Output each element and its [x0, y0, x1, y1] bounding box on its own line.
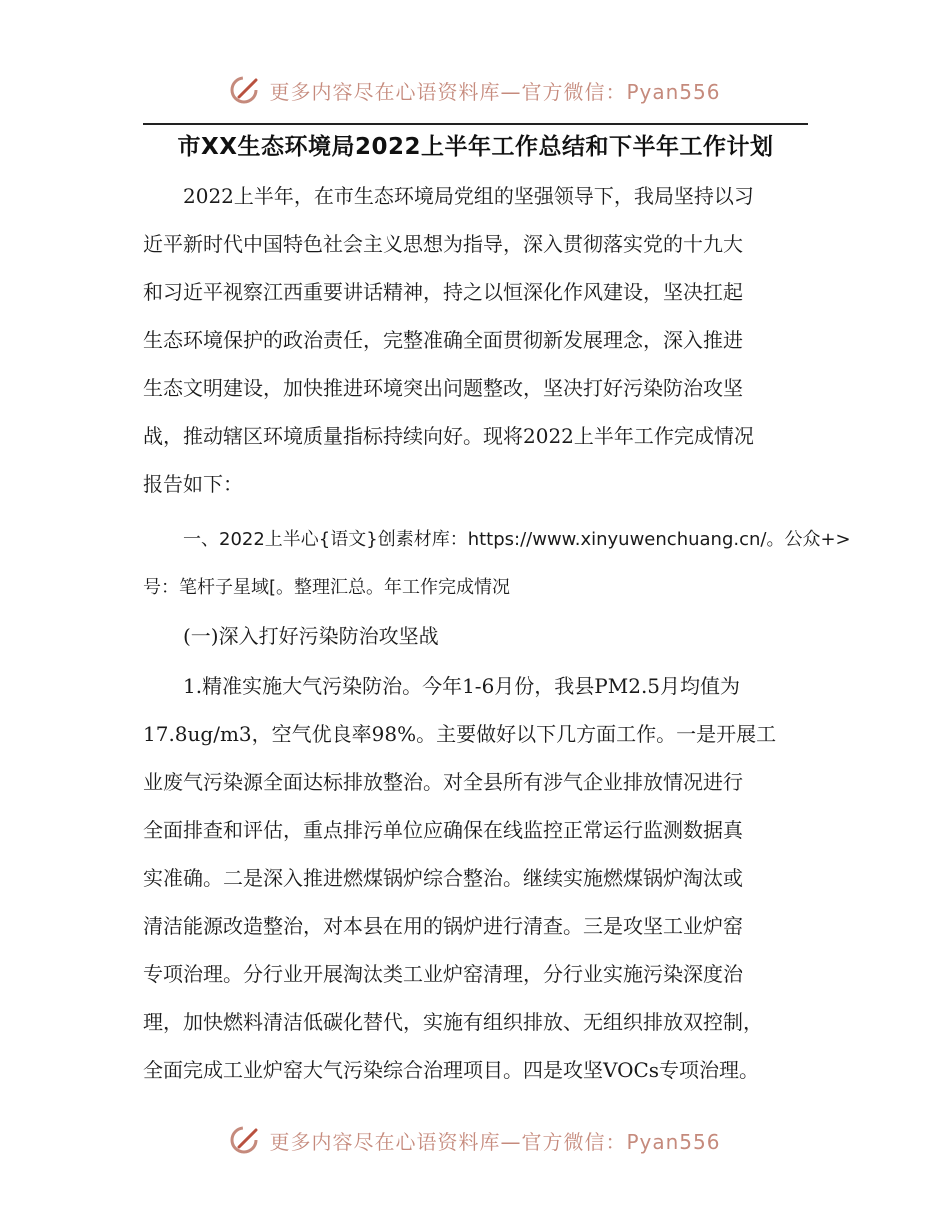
watermark-text: 更多内容尽在心语资料库—官方微信：Pyan556 — [269, 79, 721, 104]
intro-paragraph — [143, 172, 808, 508]
text-line: 业废气污染源全面达标排放整治。对全县所有涉气企业排放情况进行 — [143, 770, 743, 794]
section-heading-1 — [143, 516, 851, 612]
text-line: 理，加快燃料清洁低碳化替代，实施有组织排放、无组织排放双控制， — [143, 1010, 763, 1034]
pen-logo-icon — [229, 1123, 263, 1157]
text-line: 近平新时代中国特色社会主义思想为指导，深入贯彻落实党的十九大 — [143, 232, 743, 256]
text-line: 全面排查和评估，重点排污单位应确保在线监控正常运行监测数据真 — [143, 818, 743, 842]
document-title: 市XX生态环境局2022上半年工作总结和下半年工作计划 — [177, 134, 774, 160]
watermark-text: 更多内容尽在心语资料库—官方微信：Pyan556 — [269, 1129, 721, 1154]
item-paragraph-1 — [143, 662, 808, 1094]
text-line: 1.精准实施大气污染防治。今年1-6月份，我县PM2.5月均值为 — [183, 674, 741, 698]
text-line: 和习近平视察江西重要讲话精神，持之以恒深化作风建设，坚决扛起 — [143, 280, 743, 304]
watermark-banner-top — [0, 70, 950, 110]
pen-logo-icon — [229, 73, 263, 107]
text-line: 全面完成工业炉窑大气污染综合治理项目。四是攻坚VOCs专项治理。 — [143, 1058, 760, 1082]
text-line: (一)深入打好污染防治攻坚战 — [183, 624, 439, 648]
text-line: 战，推动辖区环境质量指标持续向好。现将2022上半年工作完成情况 — [143, 424, 754, 448]
text-line: 号：笔杆子星域[。整理汇总。年工作完成情况 — [143, 577, 511, 598]
text-line: 2022上半年，在市生态环境局党组的坚强领导下，我局坚持以习 — [183, 184, 754, 208]
text-line: 一、2022上半心{语文}创素材库：https://www.xinyuwenchuang.cn/。公众+> — [183, 529, 851, 550]
text-line: 报告如下： — [143, 472, 243, 496]
watermark-banner-bottom — [0, 1120, 950, 1160]
text-line: 专项治理。分行业开展淘汰类工业炉窑清理，分行业实施污染深度治 — [143, 962, 743, 986]
text-line: 生态环境保护的政治责任，完整准确全面贯彻新发展理念，深入推进 — [143, 328, 743, 352]
text-line: 实准确。二是深入推进燃煤锅炉综合整治。继续实施燃煤锅炉淘汰或 — [143, 866, 743, 890]
text-line: 生态文明建设，加快推进环境突出问题整改，坚决打好污染防治攻坚 — [143, 376, 743, 400]
subsection-heading — [143, 612, 808, 660]
text-line: 17.8ug/m3，空气优良率98%。主要做好以下几方面工作。一是开展工 — [143, 722, 777, 746]
header-rule — [143, 123, 808, 125]
text-line: 清洁能源改造整治，对本县在用的锅炉进行清查。三是攻坚工业炉窑 — [143, 914, 743, 938]
